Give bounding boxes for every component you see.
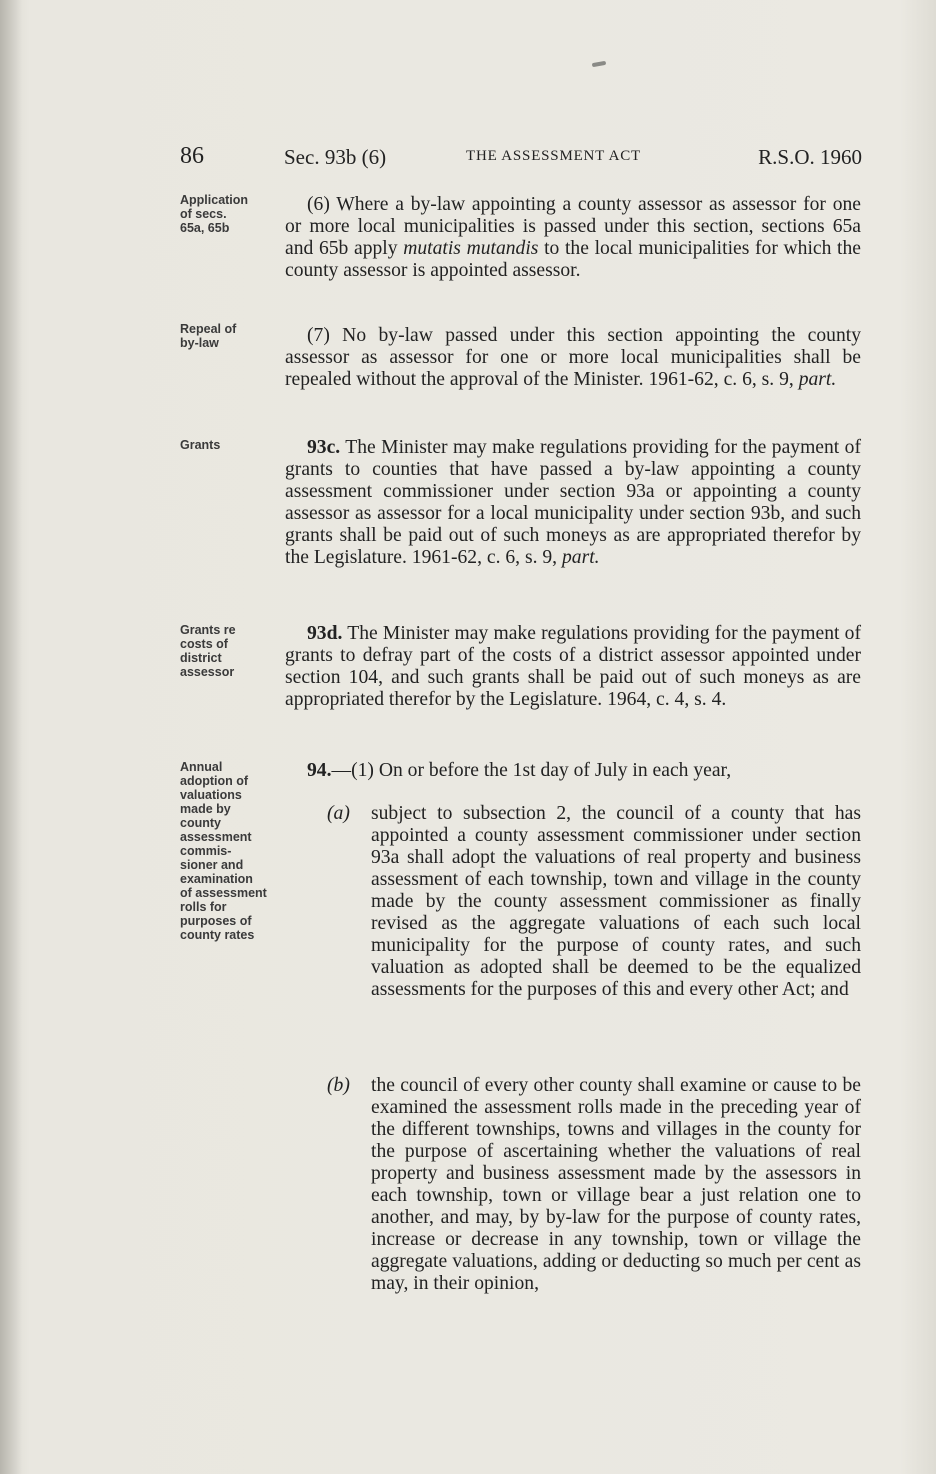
ink-mark (592, 61, 606, 67)
spine-shadow (0, 0, 22, 1474)
statute-reference: R.S.O. 1960 (758, 145, 862, 169)
sidenote-grants: Grants (180, 438, 221, 452)
section-reference: Sec. 93b (6) (284, 145, 387, 169)
clause-a-label: (a) (327, 803, 350, 824)
section-93d: 93d. The Minister may make regulations providing for the payment of grants to defray part of the costs of a district assessor appointed under section 104, and such grants shall be paid out of such moneys as are appropriated therefor by the Legislature. 1964, c. 4, s. 4. (285, 623, 861, 710)
sidenote-grants-district: Grants re costs of district assessor (180, 623, 236, 679)
subsection-6: (6) Where a by-law appointing a county assessor as assessor for one or more local municipalities is passed under this section, sections 65a and 65b apply mutatis mutandis to the local municipalities for which the county assessor is appointed assessor. (285, 194, 861, 281)
sidenote-repeal: Repeal of by-law (180, 322, 237, 350)
page-number: 86 (180, 143, 204, 169)
sidenote-annual-adoption: Annual adoption of valuations made by county assessment commis- sioner and examination of assessment rolls for purposes of county rates (180, 760, 267, 942)
section-93c: 93c. The Minister may make regulations providing for the payment of grants to counties that have passed a by-law appointing a county assessment commissioner under section 93a or appointing a county assessor as assessor for a local municipality under section 93b, and such grants shall be paid out of such moneys as are appropriated therefor by the Legislature. 1961-62, c. 6, s. 9, part. (285, 437, 861, 568)
clause-a: subject to subsection 2, the council of a county that has appointed a county assessment commissioner under section 93a shall adopt the valuations of real property and business assessment of each township, town and village in the county made by the county assessment commissioner as finally revised as the aggregate valuations of each such local municipality for the purpose of county rates, and such valuation as adopted shall be deemed to be the equalized assessments for the purposes of this and every other Act; and (371, 803, 861, 1000)
clause-b: the council of every other county shall examine or cause to be examined the assessment rolls made in the preceding year of the different townships, towns and villages in the county for the purpose of ascertaining whether the valuations of real property and business assessment made by the assessors in each township, town or village bear a just relation one to another, and may, by by-law for the purpose of county rates, increase or decrease in any township, town or village the aggregate valuations, adding or deducting so much per cent as may, in their opinion, (371, 1075, 861, 1294)
section-94: 94.—(1) On or before the 1st day of July in each year, (307, 760, 732, 781)
running-header (180, 143, 864, 173)
subsection-7: (7) No by-law passed under this section appointing the county assessor as assessor for one or more local municipalities shall be repealed without the approval of the Minister. 1961-62, c. 6, s. 9, part. (285, 325, 861, 390)
clause-b-label: (b) (327, 1075, 350, 1096)
act-title: THE ASSESSMENT ACT (466, 148, 641, 164)
sidenote-application: Application of secs. 65a, 65b (180, 193, 249, 235)
